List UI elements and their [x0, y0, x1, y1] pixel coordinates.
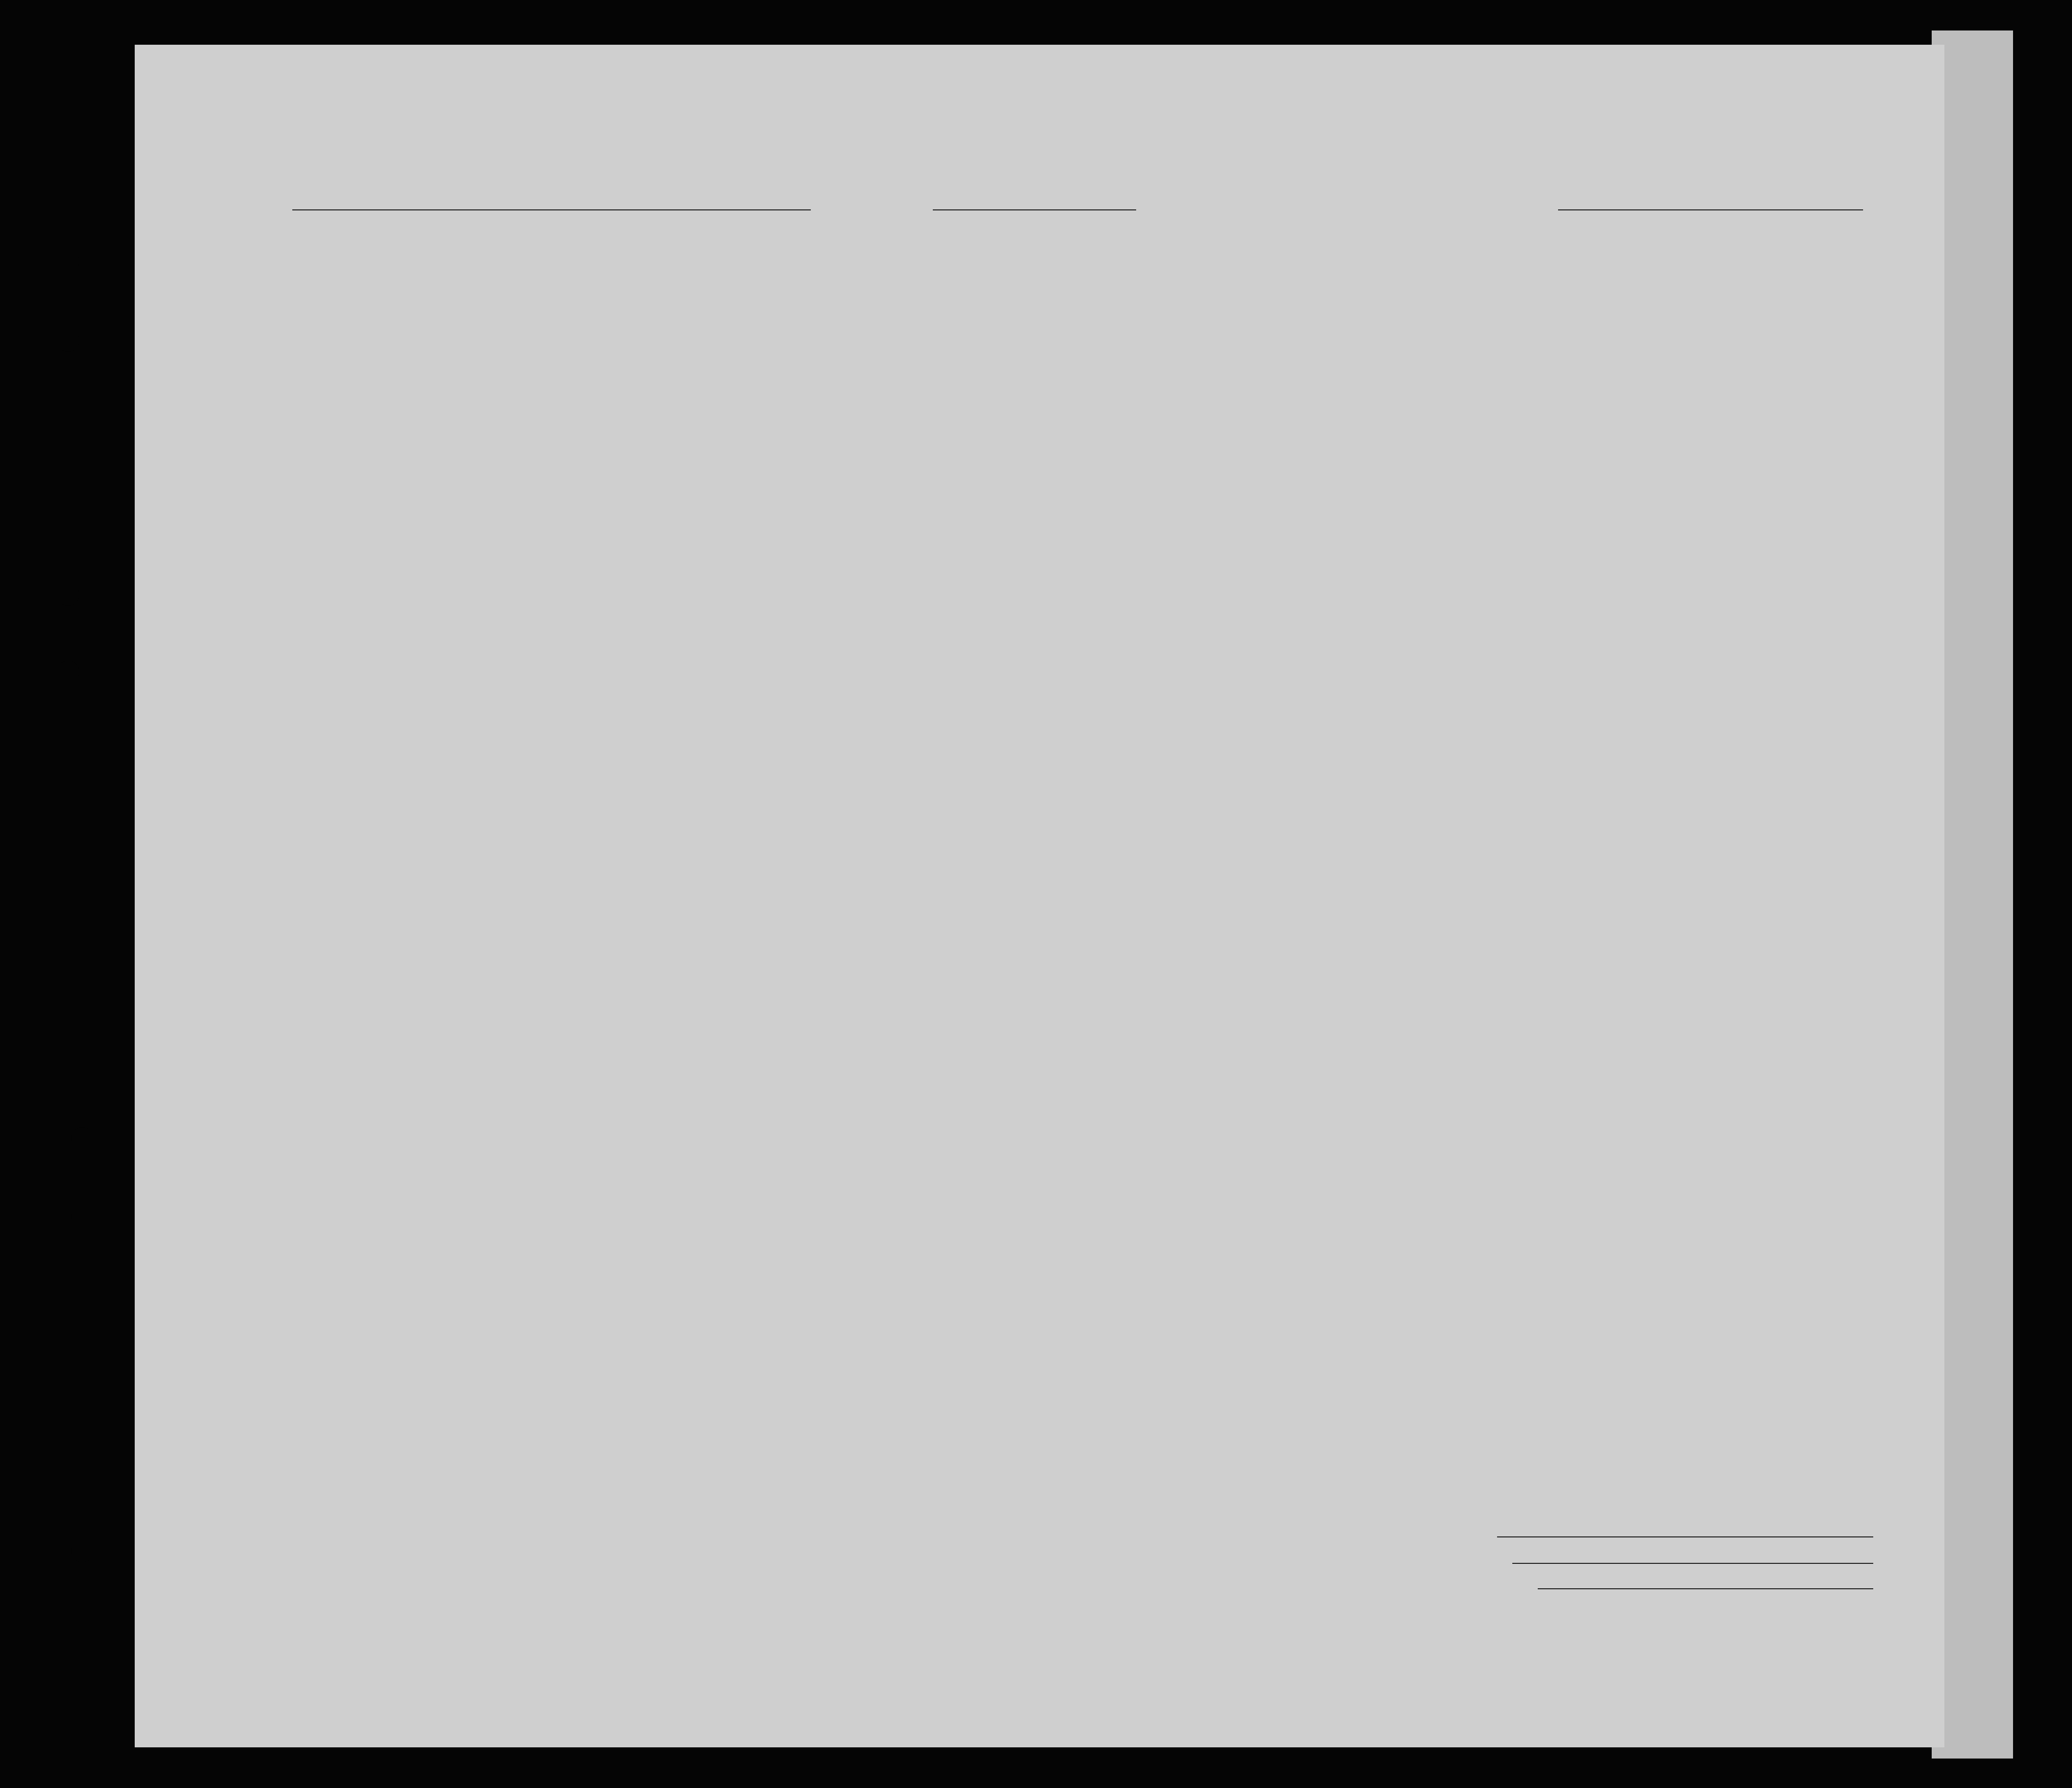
- binder-hole: [57, 583, 79, 606]
- binder-hole: [71, 1206, 94, 1228]
- binder-hole: [57, 250, 79, 272]
- binder-hole: [57, 661, 79, 683]
- binder-hole: [71, 1540, 94, 1562]
- table-grid: [135, 45, 1944, 1747]
- binder-hole: [71, 1127, 94, 1150]
- manifest-page: [135, 45, 1944, 1747]
- binder-hole: [57, 329, 79, 352]
- voyage-line: [241, 187, 1970, 218]
